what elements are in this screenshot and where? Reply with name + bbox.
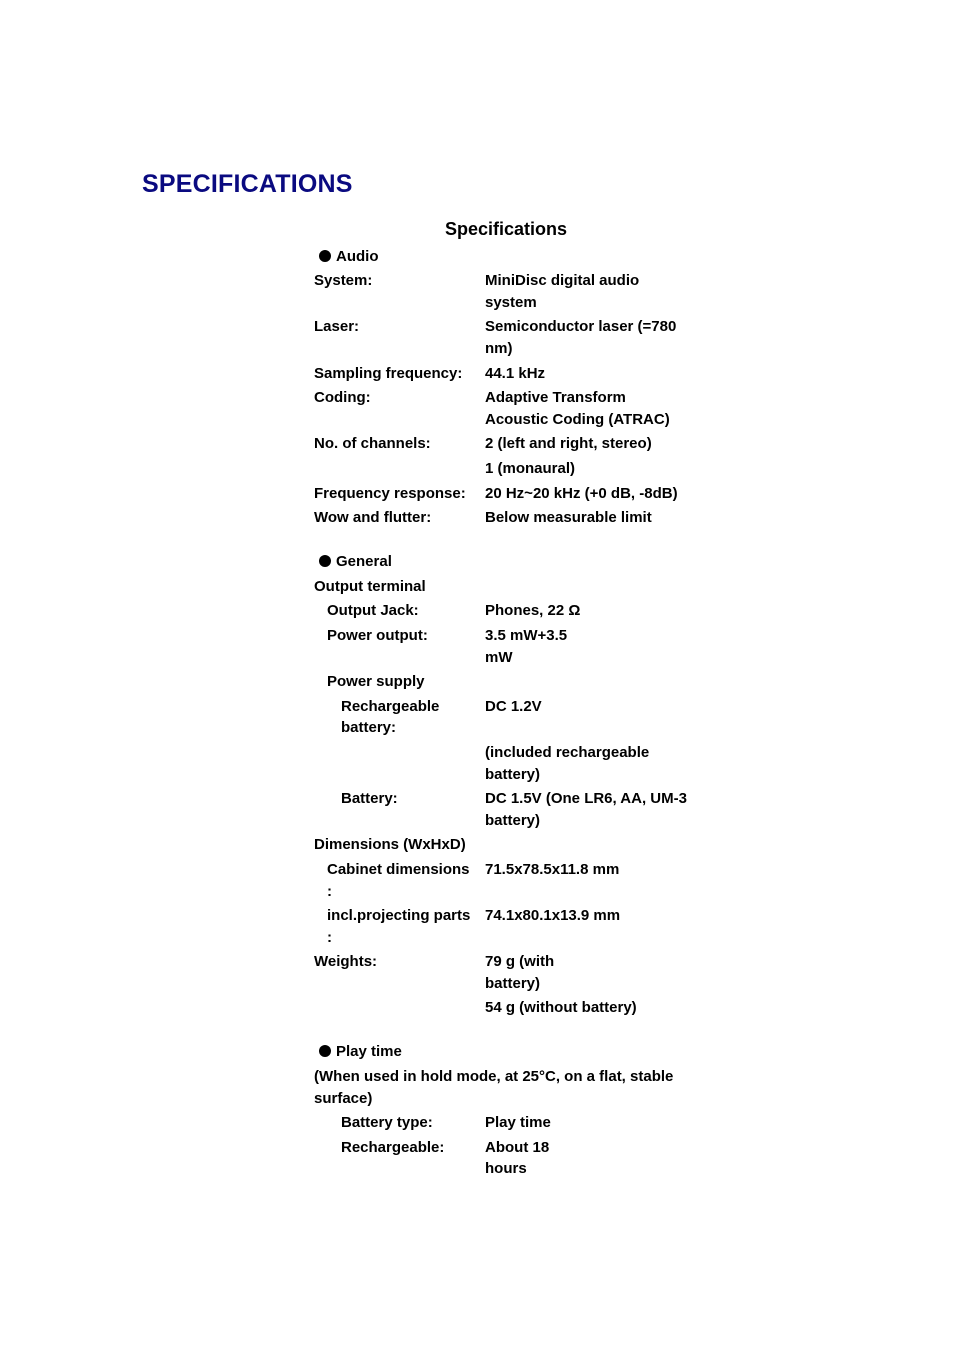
power-output-value-line2: mW: [485, 649, 513, 666]
laser-label: Laser:: [314, 318, 360, 335]
power-output-value-line1: 3.5 mW+3.5: [485, 627, 568, 644]
section-general-heading: [319, 551, 392, 573]
playtime-note-line1: (When used in hold mode, at 25°C, on a flat, stable: [314, 1068, 674, 1085]
battery-label: Battery:: [341, 790, 398, 807]
bullet-icon: [319, 250, 331, 262]
rechargeable-label-line2: battery:: [341, 719, 397, 736]
playtime-note-line2: surface): [314, 1090, 373, 1107]
rechargeable-note-line2: battery): [485, 766, 541, 783]
projecting-label-line2: :: [327, 929, 332, 946]
rechargeable-note-line1: (included rechargeable: [485, 744, 650, 761]
weights-value-line1: 79 g (with: [485, 953, 555, 970]
sampling-label: Sampling frequency:: [314, 365, 463, 382]
section-playtime-heading: [319, 1041, 402, 1063]
section-label: Play time: [336, 1043, 402, 1060]
playtime-rechargeable-label: Rechargeable:: [341, 1139, 445, 1156]
cabinet-label-line2: :: [327, 883, 332, 900]
channels-label: No. of channels:: [314, 435, 431, 452]
frequency-value: 20 Hz~20 kHz (+0 dB, -8dB): [485, 485, 678, 502]
battery-value-line2: battery): [485, 812, 541, 829]
wow-value: Below measurable limit: [485, 509, 652, 526]
projecting-label-line1: incl.projecting parts: [327, 907, 471, 924]
section-label: General: [336, 553, 392, 570]
output-jack-value: Phones, 22 Ω: [485, 602, 581, 619]
weights-value-line2: battery): [485, 975, 541, 992]
power-output-label: Power output:: [327, 627, 428, 644]
projecting-value: 74.1x80.1x13.9 mm: [485, 907, 621, 924]
dimensions-heading: Dimensions (WxHxD): [314, 836, 466, 853]
system-label: System:: [314, 272, 373, 289]
weights-value-line3: 54 g (without battery): [485, 999, 637, 1016]
play-time-header: Play time: [485, 1114, 551, 1131]
spec-subtitle: Specifications: [445, 219, 568, 239]
output-terminal-heading: Output terminal: [314, 578, 426, 595]
output-jack-label: Output Jack:: [327, 602, 419, 619]
weights-label: Weights:: [314, 953, 378, 970]
wow-label: Wow and flutter:: [314, 509, 432, 526]
battery-value-line1: DC 1.5V (One LR6, AA, UM-3: [485, 790, 687, 807]
page-title: SPECIFICATIONS: [142, 170, 353, 198]
laser-value-line2: nm): [485, 340, 513, 357]
section-label: Audio: [336, 248, 379, 265]
rechargeable-value: DC 1.2V: [485, 698, 542, 715]
channels-value-line1: 2 (left and right, stereo): [485, 435, 652, 452]
channels-value-line2: 1 (monaural): [485, 460, 576, 477]
playtime-rechargeable-value-line1: About 18: [485, 1139, 550, 1156]
laser-value-line1: Semiconductor laser (=780: [485, 318, 677, 335]
power-supply-heading: Power supply: [327, 673, 425, 690]
frequency-label: Frequency response:: [314, 485, 466, 502]
coding-value-line2: Acoustic Coding (ATRAC): [485, 411, 670, 428]
section-audio-heading: [319, 246, 379, 268]
battery-type-header: Battery type:: [341, 1114, 433, 1131]
cabinet-label-line1: Cabinet dimensions: [327, 861, 470, 878]
coding-value-line1: Adaptive Transform: [485, 389, 626, 406]
sampling-value: 44.1 kHz: [485, 365, 546, 382]
coding-label: Coding:: [314, 389, 371, 406]
system-value-line2: system: [485, 294, 537, 311]
bullet-icon: [319, 555, 331, 567]
cabinet-value: 71.5x78.5x11.8 mm: [485, 861, 620, 878]
system-value-line1: MiniDisc digital audio: [485, 272, 640, 289]
bullet-icon: [319, 1045, 331, 1057]
playtime-rechargeable-value-line2: hours: [485, 1160, 527, 1177]
rechargeable-label-line1: Rechargeable: [341, 698, 440, 715]
